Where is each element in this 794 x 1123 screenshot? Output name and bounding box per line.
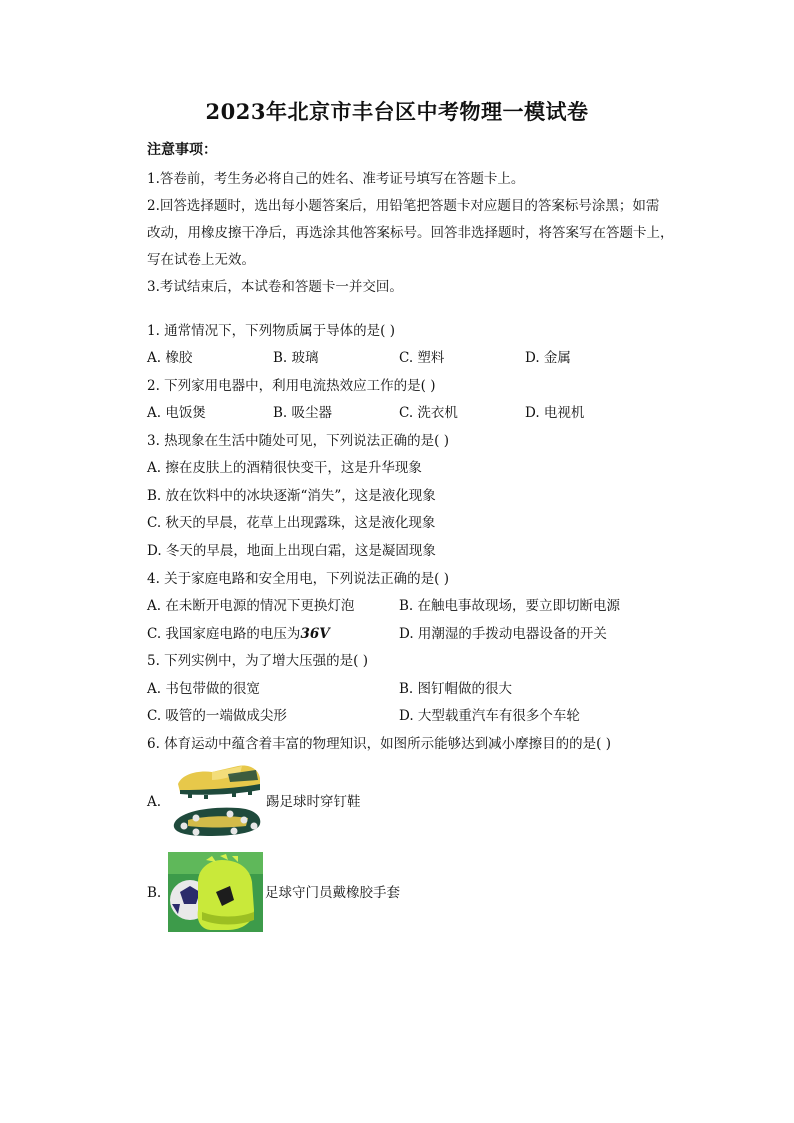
option-b: B. 在触电事故现场，要立即切断电源	[399, 598, 621, 614]
notes-heading: 注意事项：	[147, 142, 217, 158]
option-b: B. 放在饮料中的冰块逐渐“消失”，这是液化现象	[147, 488, 436, 504]
option-a: A. 书包带做的很宽	[147, 681, 260, 697]
option-a: A. 在未断开电源的情况下更换灯泡	[147, 598, 355, 614]
option-a: A. 电饭煲	[147, 405, 206, 421]
option-c: C. 洗衣机	[399, 405, 458, 421]
option-c: C. 秋天的早晨，花草上出现露珠，这是液化现象	[147, 515, 436, 531]
question-stem: 6. 体育运动中蕴含着丰富的物理知识，如图所示能够达到减小摩擦目的的是( )	[147, 736, 611, 752]
goalkeeper-gloves-image	[168, 852, 263, 932]
option-a: A. 擦在皮肤上的酒精很快变干，这是升华现象	[147, 460, 422, 476]
option-d: D. 大型载重汽车有很多个车轮	[399, 708, 580, 724]
option-b-text: 足球守门员戴橡胶手套	[265, 885, 400, 901]
option-d: D. 冬天的早晨，地面上出现白霜，这是凝固现象	[147, 543, 436, 559]
option-c: C. 塑料	[399, 350, 445, 366]
question-stem: 2. 下列家用电器中，利用电流热效应工作的是( )	[147, 378, 436, 394]
option-d: D. 金属	[525, 350, 571, 366]
note-line: 改动，用橡皮擦干净后，再选涂其他答案标号。回答非选择题时，将答案写在答题卡上，	[147, 225, 674, 241]
option-a-text: 踢足球时穿钉鞋	[266, 794, 361, 810]
option-b: B. 图钉帽做的很大	[399, 681, 513, 697]
note-line: 1.答卷前，考生务必将自己的姓名、准考证号填写在答题卡上。	[147, 171, 525, 187]
option-b-letter: B.	[147, 885, 162, 901]
question-stem: 1. 通常情况下，下列物质属于导体的是( )	[147, 323, 395, 339]
option-d: D. 电视机	[525, 405, 585, 421]
exam-title: 2023年北京市丰台区中考物理一模试卷	[205, 99, 589, 124]
question-stem: 3. 热现象在生活中随处可见，下列说法正确的是( )	[147, 433, 449, 449]
option-a: A. 橡胶	[147, 350, 193, 366]
voltage-value: 36V	[300, 626, 330, 642]
option-b: B. 玻璃	[273, 350, 319, 366]
option-c: C. 吸管的一端做成尖形	[147, 708, 287, 724]
option-a-letter: A.	[147, 794, 162, 810]
question-stem: 4. 关于家庭电路和安全用电，下列说法正确的是( )	[147, 571, 449, 587]
note-line: 写在试卷上无效。	[147, 252, 255, 268]
soccer-cleats-image	[168, 760, 264, 842]
question-stem: 5. 下列实例中，为了增大压强的是( )	[147, 653, 368, 669]
option-b: B. 吸尘器	[273, 405, 333, 421]
note-line: 3.考试结束后，本试卷和答题卡一并交回。	[147, 279, 403, 295]
option-d: D. 用潮湿的手拨动电器设备的开关	[399, 626, 607, 642]
option-c	[147, 624, 330, 644]
note-line: 2.回答选择题时，选出每小题答案后，用铅笔把答题卡对应题目的答案标号涂黑；如需	[147, 198, 660, 214]
option-c-text: C. 我国家庭电路的电压为	[147, 626, 301, 642]
